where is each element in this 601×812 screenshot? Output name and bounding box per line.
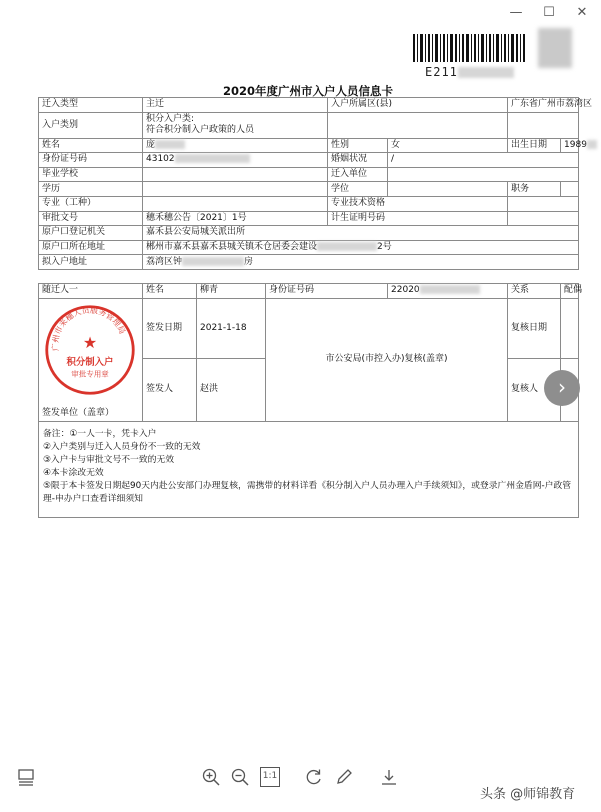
note-line: ③入户卡与审批文号不一致的无效 xyxy=(43,454,175,465)
watermark: 头条 @师锦教育 xyxy=(480,787,576,802)
label-position: 职务 xyxy=(508,182,561,197)
zoom-out-icon[interactable] xyxy=(230,767,250,787)
empty-cell xyxy=(508,211,579,226)
label-orig-address: 原户口所在地址 xyxy=(39,240,143,255)
label-tech-qualification: 专业技术资格 xyxy=(328,196,508,211)
value-orig-address: 郴州市嘉禾县嘉禾县城关镇禾仓居委会建设 2号 xyxy=(143,240,579,255)
label-seal-unit: 签发单位（盖章） xyxy=(42,407,115,418)
label-marital-status: 婚姻状况 xyxy=(328,153,388,168)
label-household-district: 入户所属区(县) xyxy=(328,98,508,113)
masked-text xyxy=(182,257,244,266)
masked-text xyxy=(155,140,185,149)
value-household-district: 广东省广州市荔湾区 xyxy=(508,98,579,113)
info-card-table xyxy=(38,97,593,518)
label-gender: 性别 xyxy=(328,138,388,153)
masked-text xyxy=(420,285,480,294)
svg-text:积分制入户: 积分制入户 xyxy=(66,356,114,368)
empty-cell xyxy=(561,182,579,197)
seal-cell xyxy=(39,298,143,421)
empty-cell xyxy=(143,167,328,182)
value-orig-registration: 嘉禾县公安局城关派出所 xyxy=(143,226,579,241)
masked-text xyxy=(317,242,377,251)
label-move-type: 迁入类型 xyxy=(39,98,143,113)
label-id-number: 身份证号码 xyxy=(39,153,143,168)
label-entry-category: 入户类别 xyxy=(39,112,143,138)
label-degree: 学位 xyxy=(328,182,388,197)
label-education: 学历 xyxy=(39,182,143,197)
label-follower-relation: 关系 xyxy=(508,283,561,298)
value-follower-relation: 配偶 xyxy=(561,283,579,298)
empty-cell xyxy=(388,167,579,182)
masked-text xyxy=(587,140,597,149)
label-reviewer: 复核人 xyxy=(508,358,561,421)
barcode xyxy=(413,34,538,62)
value-approval-doc: 穗禾穗公告〔2021〕1号 xyxy=(143,211,328,226)
label-issue-date: 签发日期 xyxy=(143,298,197,358)
value-id-number: 43102 xyxy=(143,153,328,168)
value-move-type: 主迁 xyxy=(143,98,328,113)
card-title: 2020年度广州市入户人员信息卡 xyxy=(222,84,393,98)
empty-cell xyxy=(143,182,328,197)
svg-text:审批专用章: 审批专用章 xyxy=(71,368,109,378)
label-major: 专业（工种） xyxy=(39,196,143,211)
note-line: ⑤限于本卡签发日期起90天内赴公安部门办理复核，需携带的材料详看《积分制入户人员办理入户手续须知》，或登录广州金盾网-户政管理-申办户口查看详细须知 xyxy=(43,480,572,504)
label-issuer: 签发人 xyxy=(143,358,197,421)
value-entry-category: 积分入户类: 符合积分制入户政策的人员 xyxy=(143,112,328,138)
label-school: 毕业学校 xyxy=(39,167,143,182)
masked-barcode-area xyxy=(538,28,572,68)
download-icon[interactable] xyxy=(379,767,399,787)
maximize-icon[interactable]: ☐ xyxy=(543,5,555,20)
edit-pen-icon[interactable] xyxy=(334,767,354,787)
minimize-icon[interactable]: — xyxy=(509,5,523,20)
value-follower-id: 22020 xyxy=(388,283,508,298)
official-stamp xyxy=(43,303,137,397)
empty-cell xyxy=(388,182,508,197)
thumbnail-panel-icon[interactable] xyxy=(16,767,36,787)
masked-text xyxy=(458,67,514,78)
label-follower-name: 姓名 xyxy=(143,283,197,298)
spacer-row xyxy=(39,269,579,283)
value-issuer: 赵洪 xyxy=(197,358,266,421)
label-planned-address: 拟入户地址 xyxy=(39,255,143,270)
label-family-planning-no: 计生证明号码 xyxy=(328,211,508,226)
empty-cell xyxy=(328,112,508,138)
next-page-button[interactable] xyxy=(544,370,580,406)
value-follower-name: 柳青 xyxy=(197,283,266,298)
close-icon[interactable]: ✕ xyxy=(576,5,588,20)
label-move-unit: 迁入单位 xyxy=(328,167,388,182)
label-follower: 随迁人一 xyxy=(39,283,143,298)
police-review-cell: 市公安局(市控入办)复核(盖章) xyxy=(266,298,508,421)
value-birth-date: 1989 xyxy=(561,138,579,153)
empty-cell xyxy=(508,196,579,211)
svg-text:★: ★ xyxy=(82,332,98,352)
label-review-date: 复核日期 xyxy=(508,298,561,358)
notes-cell xyxy=(39,421,579,517)
masked-text xyxy=(175,154,250,163)
label-birth-date: 出生日期 xyxy=(508,138,561,153)
window-titlebar xyxy=(0,0,601,26)
value-planned-address: 荔湾区钟 房 xyxy=(143,255,579,270)
barcode-number: E211 xyxy=(425,65,514,79)
note-line: ②入户类别与迁入人员身份不一致的无效 xyxy=(43,441,201,452)
empty-cell xyxy=(508,112,579,138)
note-line: ④本卡涂改无效 xyxy=(43,467,104,478)
value-gender: 女 xyxy=(388,138,508,153)
value-marital-status: / xyxy=(388,153,579,168)
actual-size-icon[interactable]: 1:1 xyxy=(260,767,280,787)
value-name: 庞 xyxy=(143,138,328,153)
label-orig-registration: 原户口登记机关 xyxy=(39,226,143,241)
empty-cell xyxy=(143,196,328,211)
chevron-right-icon: › xyxy=(558,375,566,399)
empty-cell xyxy=(561,298,579,358)
note-line: 备注：①一人一卡，凭卡入户 xyxy=(43,428,157,439)
zoom-in-icon[interactable] xyxy=(201,767,221,787)
svg-text:广州市来穗人员服务管理局: 广州市来穗人员服务管理局 xyxy=(50,305,127,352)
rotate-icon[interactable] xyxy=(304,767,324,787)
label-follower-id: 身份证号码 xyxy=(266,283,388,298)
label-approval-doc: 审批文号 xyxy=(39,211,143,226)
label-name: 姓名 xyxy=(39,138,143,153)
value-issue-date: 2021-1-18 xyxy=(197,298,266,358)
